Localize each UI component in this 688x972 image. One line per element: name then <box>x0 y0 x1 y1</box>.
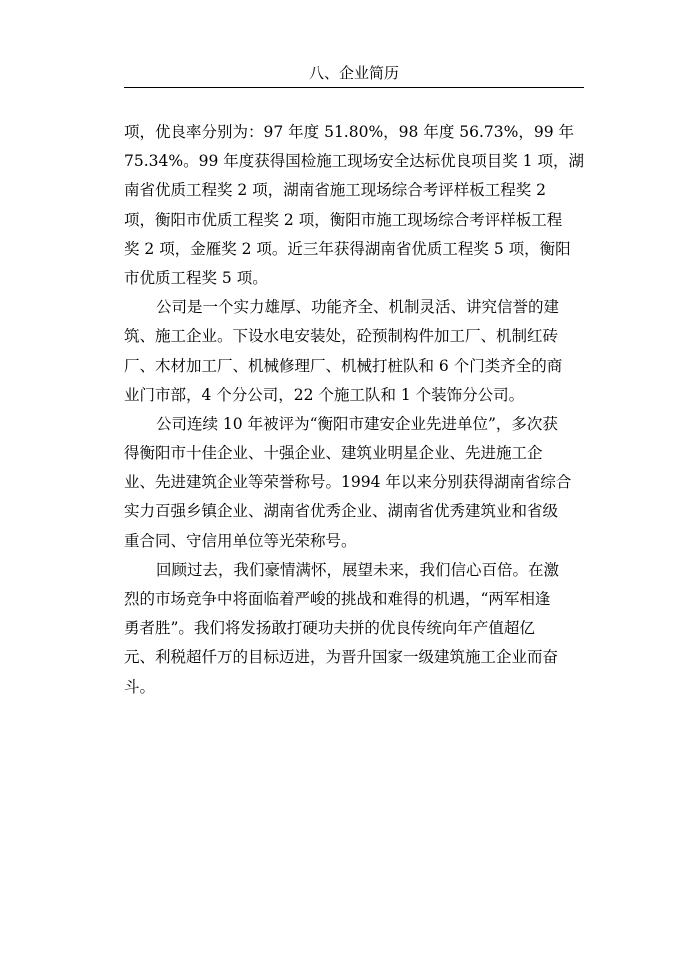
paragraph-line: 厂、木材加工厂、机械修理厂、机械打桩队和 6 个门类齐全的商 <box>124 356 563 375</box>
paragraph-line: 回顾过去，我们豪情满怀，展望未来，我们信心百倍。在激 <box>156 560 560 579</box>
paragraph <box>124 410 586 556</box>
paragraph-line: 业、先进建筑企业等荣誉称号。1994 年以来分别获得湖南省综合 <box>124 473 572 492</box>
paragraph <box>124 293 586 410</box>
document-body <box>124 118 586 702</box>
paragraph-line: 项，衡阳市优质工程奖 2 项，衡阳市施工现场综合考评样板工程 <box>124 210 563 229</box>
paragraph <box>124 556 586 702</box>
header-rule <box>124 87 584 88</box>
paragraph-line: 南省优质工程奖 2 项，湖南省施工现场综合考评样板工程奖 2 <box>124 181 547 200</box>
paragraph <box>124 118 586 293</box>
paragraph-line: 筑、施工企业。下设水电安装处，砼预制构件加工厂、机制红砖 <box>124 327 559 346</box>
paragraph-line: 重合同、守信用单位等光荣称号。 <box>124 531 357 550</box>
paragraph-line: 实力百强乡镇企业、湖南省优秀企业、湖南省优秀建筑业和省级 <box>124 502 559 521</box>
paragraph-line: 75.34%。99 年度获得国检施工现场安全达标优良项目奖 1 项，湖 <box>124 152 584 171</box>
paragraph-line: 市优质工程奖 5 项。 <box>124 268 268 287</box>
paragraph-line: 项，优良率分别为：97 年度 51.80%，98 年度 56.73%，99 年 <box>124 123 575 141</box>
paragraph-line: 斗。 <box>124 677 156 696</box>
paragraph-line: 勇者胜”。我们将发扬敢打硬功夫拼的优良传统向年产值超亿 <box>124 619 535 638</box>
paragraph-line: 奖 2 项，金雁奖 2 项。近三年获得湖南省优质工程奖 5 项，衡阳 <box>124 239 571 258</box>
paragraph-line: 元、利税超仟万的目标迈进，为晋升国家一级建筑施工企业而奋 <box>124 648 559 667</box>
paragraph-line: 得衡阳市十佳企业、十强企业、建筑业明星企业、先进施工企 <box>124 444 543 463</box>
page-header-title: 八、企业简历 <box>308 64 399 82</box>
paragraph-line: 业门市部，4 个分公司，22 个施工队和 1 个装饰分公司。 <box>124 385 525 404</box>
paragraph-line: 公司连续 10 年被评为“衡阳市建安企业先进单位”，多次获 <box>156 414 558 433</box>
paragraph-line: 烈的市场竞争中将面临着严峻的挑战和难得的机遇，“两军相逢 <box>124 590 551 608</box>
paragraph-line: 公司是一个实力雄厚、功能齐全、机制灵活、讲究信誉的建 <box>156 298 560 317</box>
